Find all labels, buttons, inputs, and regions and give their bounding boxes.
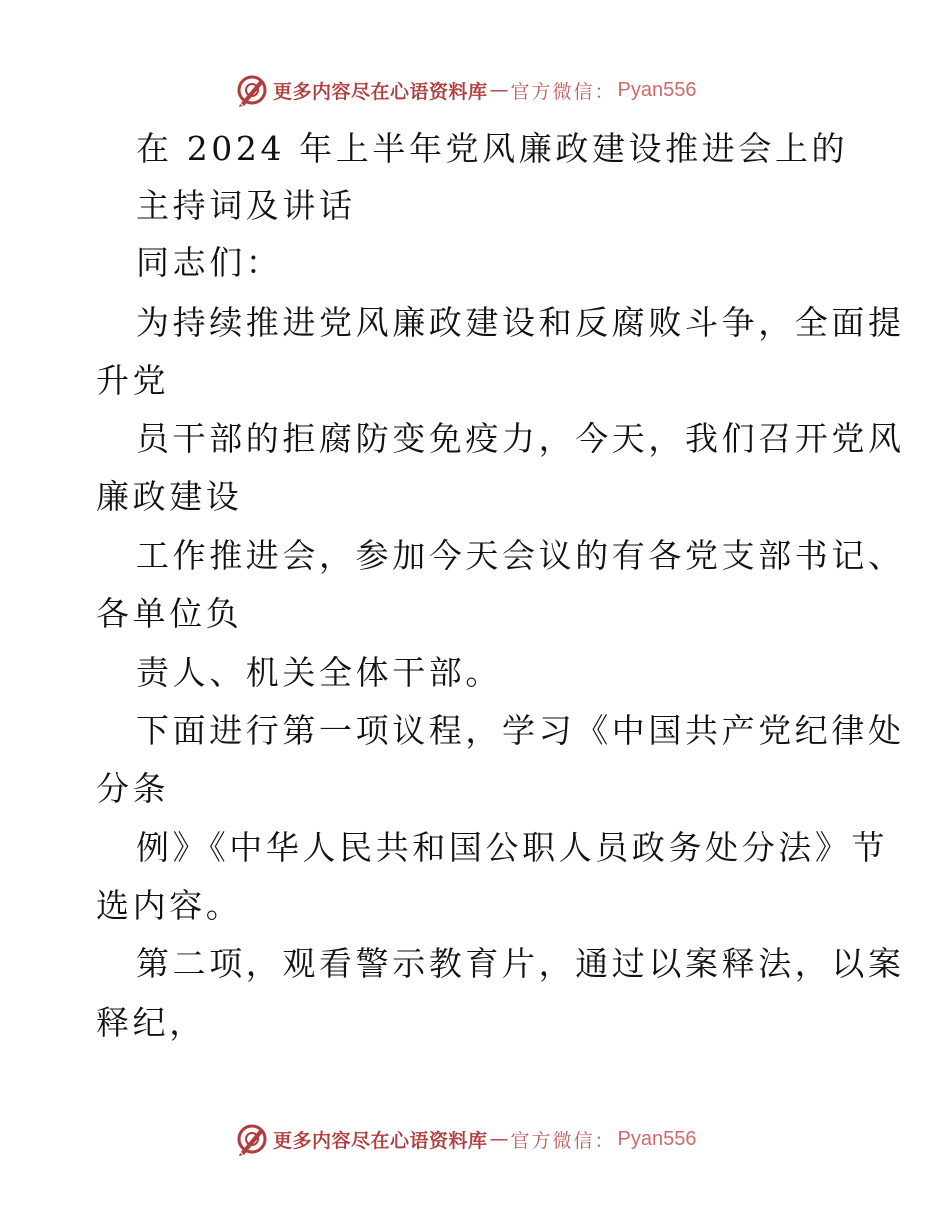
watermark-text: 更多内容尽在心语资料库 — [273, 1129, 488, 1152]
paragraph-line: 释纪， — [96, 1003, 206, 1042]
watermark-id: Pyan556 — [617, 1127, 697, 1150]
paragraph-line: 为持续推进党风廉政建设和反腐败斗争，全面提 — [136, 303, 905, 342]
pen-logo-icon — [235, 73, 269, 107]
salutation: 同志们： — [136, 243, 283, 282]
footer-watermark — [235, 1121, 735, 1157]
pen-logo-icon — [235, 1122, 269, 1156]
watermark-id: Pyan556 — [617, 78, 697, 101]
paragraph-line: 分条 — [96, 769, 170, 808]
watermark-dash: — — [489, 79, 509, 101]
paragraph-line: 选内容。 — [96, 886, 243, 925]
paragraph-line: 工作推进会，参加今天会议的有各党支部书记、 — [136, 536, 905, 575]
document-title-line-1: 在 2024 年上半年党风廉政建设推进会上的 — [136, 129, 849, 168]
header-watermark — [235, 72, 735, 108]
watermark-label: 官方微信： — [510, 80, 616, 103]
paragraph-line: 例》《中华人民共和国公职人员政务处分法》节 — [136, 828, 889, 867]
document-title-line-2: 主持词及讲话 — [136, 186, 356, 225]
paragraph-line: 下面进行第一项议程，学习《中国共产党纪律处 — [136, 711, 905, 750]
watermark-label: 官方微信： — [510, 1129, 616, 1152]
paragraph-line: 第二项，观看警示教育片，通过以案释法，以案 — [136, 944, 905, 983]
watermark-text: 更多内容尽在心语资料库 — [273, 80, 488, 103]
paragraph-line: 各单位负 — [96, 594, 243, 633]
paragraph-line: 责人、机关全体干部。 — [136, 653, 502, 692]
paragraph-line: 廉政建设 — [96, 477, 243, 516]
watermark-dash: — — [489, 1128, 509, 1150]
paragraph-line: 升党 — [96, 361, 170, 400]
paragraph-line: 员干部的拒腐防变免疫力，今天，我们召开党风 — [136, 419, 905, 458]
